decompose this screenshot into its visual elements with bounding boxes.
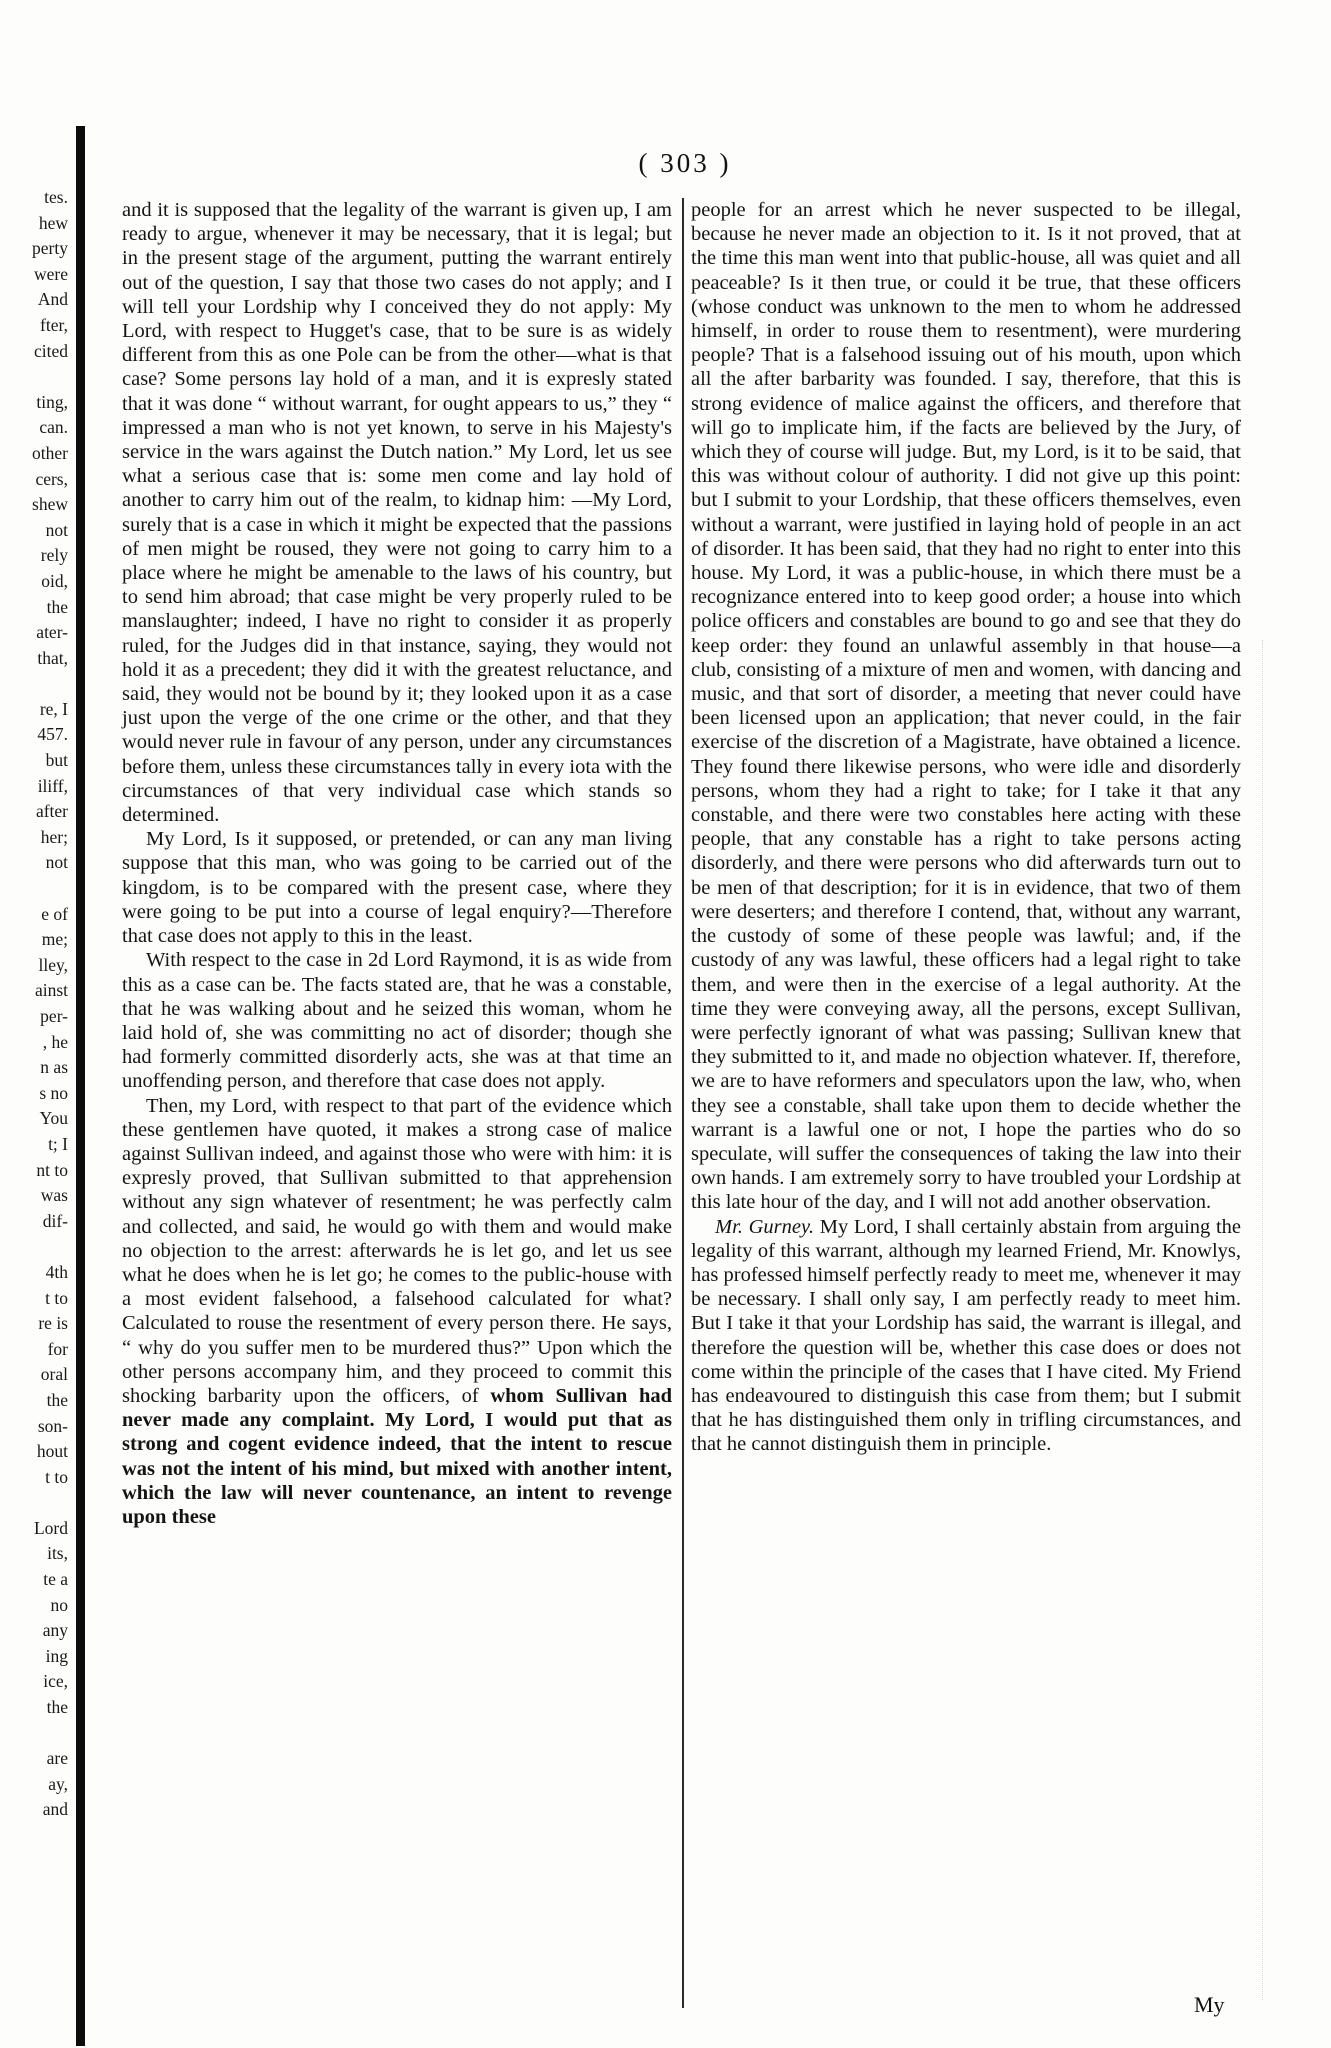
margin-fragment: Lord xyxy=(33,1517,68,1538)
margin-fragment xyxy=(0,876,68,902)
margin-fragment: te a xyxy=(43,1569,68,1590)
margin-fragment: tes. xyxy=(44,187,68,207)
left-column xyxy=(122,198,672,1529)
paragraph-text: Then, my Lord, with respect to that part of the evidence which these gentlemen have quoted, it makes a strong case of malice against Sullivan indeed, and against those who were with him: it is expresly proved, that Sullivan submitted to that apprehension without any sign whatever of resentment; he was perfectly calm and collected, and said, he would go with them and would make no objection to the arrest: afterwards he is let go, and let us see what he does when he is let go; he comes to the public-house with a most evident falsehood, a falsehood calculated for what? Calculated to rouse the resentment of every person there. He says, “ why do you suffer men to be murdered thus?” Upon which the other persons accompany him, and they proceed to commit this shocking barbarity upon the officers, of xyxy=(122,1094,672,1407)
margin-fragment xyxy=(0,364,68,390)
margin-fragment: but xyxy=(45,750,68,771)
margin-fragment xyxy=(0,1234,68,1260)
margin-fragment: ting, xyxy=(36,391,68,412)
margin-fragment: per- xyxy=(40,1006,68,1026)
margin-fragment: And xyxy=(37,289,68,310)
margin-fragment: not xyxy=(45,519,68,540)
paragraph xyxy=(691,1215,1241,1457)
margin-fragment: oid, xyxy=(41,570,68,591)
paragraph-text: My Lord, I shall certainly abstain from arguing the legality of this warrant, although my learned Friend, Mr. Knowlys, has professed himself perfectly ready to meet me, whenever it may be necessary. I shall only say, I am perfectly ready to meet him. But I take it that your Lordship has said, the warrant is illegal, and therefore the question will be, whether this case does or does not come within the principle of the cases that I have cited. My Friend has endeavoured to distinguish this case from them; but I submit that he has distinguished them only in trifling circumstances, and that he cannot distinguish them in principle. xyxy=(691,1215,1241,1456)
margin-fragment: other xyxy=(32,442,68,463)
margin-fragment: hout xyxy=(36,1441,68,1462)
margin-fragment: are xyxy=(46,1748,68,1769)
margin-fragment: iliff, xyxy=(37,775,68,796)
paragraph xyxy=(122,1094,672,1530)
margin-fragment: lley, xyxy=(38,954,68,975)
margin-fragment: her; xyxy=(40,826,68,847)
margin-fragment xyxy=(0,1490,68,1516)
left-margin-fragments xyxy=(0,185,68,1905)
margin-fragment: that, xyxy=(37,647,68,668)
margin-fragment: after xyxy=(35,801,68,822)
margin-fragment: were xyxy=(33,263,68,284)
paragraph: With respect to the case in 2d Lord Raymond, it is as wide from this as a case can be. The facts stated are, that he was a constable, that he was walking about and he seized this woman, whom he laid hold of, she was committing no act of disorder; though she had formerly committed disorderly acts, she was at that time an unoffending person, and therefore that case does not apply. xyxy=(122,949,672,1093)
margin-fragment: n as xyxy=(40,1057,68,1078)
margin-fragment: ainst xyxy=(34,980,68,1001)
column-divider xyxy=(682,198,684,2008)
scan-edge xyxy=(1262,640,1271,2000)
catchword: My xyxy=(1194,1992,1225,2017)
margin-fragment: re is xyxy=(38,1313,68,1334)
margin-fragment: any xyxy=(42,1620,68,1641)
margin-fragment: me; xyxy=(41,929,68,950)
margin-fragment: s no xyxy=(39,1082,68,1103)
margin-fragment: shew xyxy=(32,494,68,515)
margin-fragment: You xyxy=(39,1108,68,1129)
margin-fragment: rely xyxy=(40,545,68,566)
paragraph: and it is supposed that the legality of the warrant is given up, I am ready to argue, whenever it may be necessary, that it is legal; but in the present stage of the argument, putting the warrant entirely out of the question, I say that those two cases do not apply; and I will tell your Lordship why I conceived they do not apply: My Lord, with respect to Hugget's case, that to be sure is as widely different from this as one Pole can be from the other—what is that case? Some persons lay hold of a man, and it is expresly stated that it was done “ without warrant, for ought appears to us,” they “ impressed a man who is not yet known, to serve in his Majesty's service in the wars against the Dutch nation.” My Lord, let us see what a serious case that is: some men come and lay hold of another to carry him out of the realm, to kidnap him: —My Lord, surely that is a case in which it might be expected that the passions of men might be roused, they were not going to carry him to a place where he might be amenable to the laws of his country, but to send him abroad; that case might be very properly ruled to be manslaughter; indeed, I have no right to consider it as properly ruled, for the Judges did in that instance, saying, they would not hold it as a precedent; they did it with the greatest reluctance, and said, they would not be bound by it; they looked upon it as a case just upon the verge of the one crime or the other, and that they would never rule in favour of any person, under any circumstances before them, unless these circumstances tally in every iota with the circumstances of that very individual case which stands so determined. xyxy=(122,199,672,827)
margin-fragment: was xyxy=(40,1185,68,1206)
margin-fragment: t to xyxy=(45,1466,68,1487)
margin-fragment: ay, xyxy=(48,1773,68,1794)
page-number: ( 303 ) xyxy=(638,148,732,178)
right-column xyxy=(691,198,1241,1457)
margin-fragment: ice, xyxy=(43,1671,68,1692)
margin-fragment: cers, xyxy=(35,468,68,489)
margin-fragment: oral xyxy=(40,1364,68,1385)
margin-fragment: and xyxy=(42,1799,68,1820)
margin-fragment: ing xyxy=(45,1645,68,1666)
margin-fragment: cited xyxy=(33,340,68,361)
margin-fragment: the xyxy=(46,1389,68,1410)
margin-fragment: , he xyxy=(42,1031,68,1052)
margin-fragment: the xyxy=(46,1697,68,1718)
margin-fragment: fter, xyxy=(40,314,68,335)
margin-fragment: son- xyxy=(37,1415,68,1436)
speaker-name: Mr. Gurney. xyxy=(715,1215,815,1238)
margin-fragment: no xyxy=(50,1594,68,1615)
margin-fragment: hew xyxy=(38,212,68,233)
binding-edge xyxy=(76,126,85,2046)
margin-fragment: perty xyxy=(32,238,68,259)
margin-fragment: ater- xyxy=(36,622,68,643)
paragraph: people for an arrest which he never suspected to be illegal, because he never made an objection to it. Is it not proved, that at the time this man went into that public-house, all was quiet and all peaceable? Is it then true, or could it be true, that these officers (whose conduct was unknown to the men to whom he addressed himself, in order to rouse them to resentment), were murdering people? That is a falsehood issuing out of his mouth, upon which all the after barbarity was founded. I say, therefore, that this is strong evidence of malice against the officers, and therefore that will go to implicate him, if the facts are believed by the Jury, of which they of course will judge. But, my Lord, is it to be said, that this was without colour of authority. I did not give up this point: but I submit to your Lordship, that these officers themselves, even without a warrant, were justified in laying hold of people in an act of disorder. It has been said, that they had no right to enter into this house. My Lord, it was a public-house, in which there must be a recognizance entered into to keep good order; a house into which police officers and constables are bound to go and see that they do keep order: they found an unlawful assembly in that house—a club, consisting of a mixture of men and women, with dancing and music, and that sort of disorder, a meeting that never could have been licensed upon an application; that never could, in the fair exercise of the discretion of a Magistrate, have obtained a licence. They found there likewise persons, who were idle and disorderly persons, whom they had a right to take; for I take it that any constable, and there were two constables here acting with these people, that any constable has a right to take persons acting disorderly, and there were persons who did afterwards turn out to be men of that description; for it is in evidence, that two of them were deserters; and therefore I contend, that, without any warrant, the custody of some of these people was lawful; and, if the custody of any was lawful, these officers had a legal right to take them, and were then in the exercise of a legal authority. At the time they were conveying away, all the persons, except Sullivan, were perfectly ignorant of what was passing; Sullivan knew that they submitted to it, and made no objection whatever. If, therefore, we are to have reformers and speculators upon the law, who, when they see a constable, shall take upon them to decide whether the warrant is a lawful one or not, I hope the parties who do so speculate, will suffer the consequences of taking the law into their own hands. I am extremely sorry to have troubled your Lordship at this late hour of the day, and I will not add another observation. xyxy=(691,199,1241,1214)
margin-fragment: not xyxy=(45,852,68,873)
margin-fragment: e of xyxy=(41,903,68,924)
bold-text: whom Sullivan had never made any complaint. My Lord, I would put that as strong and cogent evidence indeed, that the intent to rescue was not the intent of his mind, but mixed with another intent, which the law will never countenance, an intent to revenge upon these xyxy=(122,1384,672,1528)
margin-fragment: can. xyxy=(39,417,68,438)
margin-fragment: nt to xyxy=(36,1159,68,1180)
margin-fragment: the xyxy=(46,596,68,617)
margin-fragment: its, xyxy=(47,1543,68,1564)
margin-fragment: 4th xyxy=(45,1261,68,1282)
margin-fragment: re, I xyxy=(39,698,68,719)
margin-fragment xyxy=(0,671,68,697)
paragraph: My Lord, Is it supposed, or pretended, or can any man living suppose that this man, who was going to be carried out of the kingdom, is to be compared with the present case, where they were going to be put into a course of legal enquiry?—Therefore that case does not apply to this in the least. xyxy=(122,828,672,948)
margin-fragment: for xyxy=(47,1338,68,1359)
margin-fragment: t; I xyxy=(48,1133,68,1154)
margin-fragment: 457. xyxy=(37,724,68,745)
margin-fragment xyxy=(0,1721,68,1747)
margin-fragment: t to xyxy=(45,1287,68,1308)
margin-fragment: dif- xyxy=(42,1210,68,1231)
